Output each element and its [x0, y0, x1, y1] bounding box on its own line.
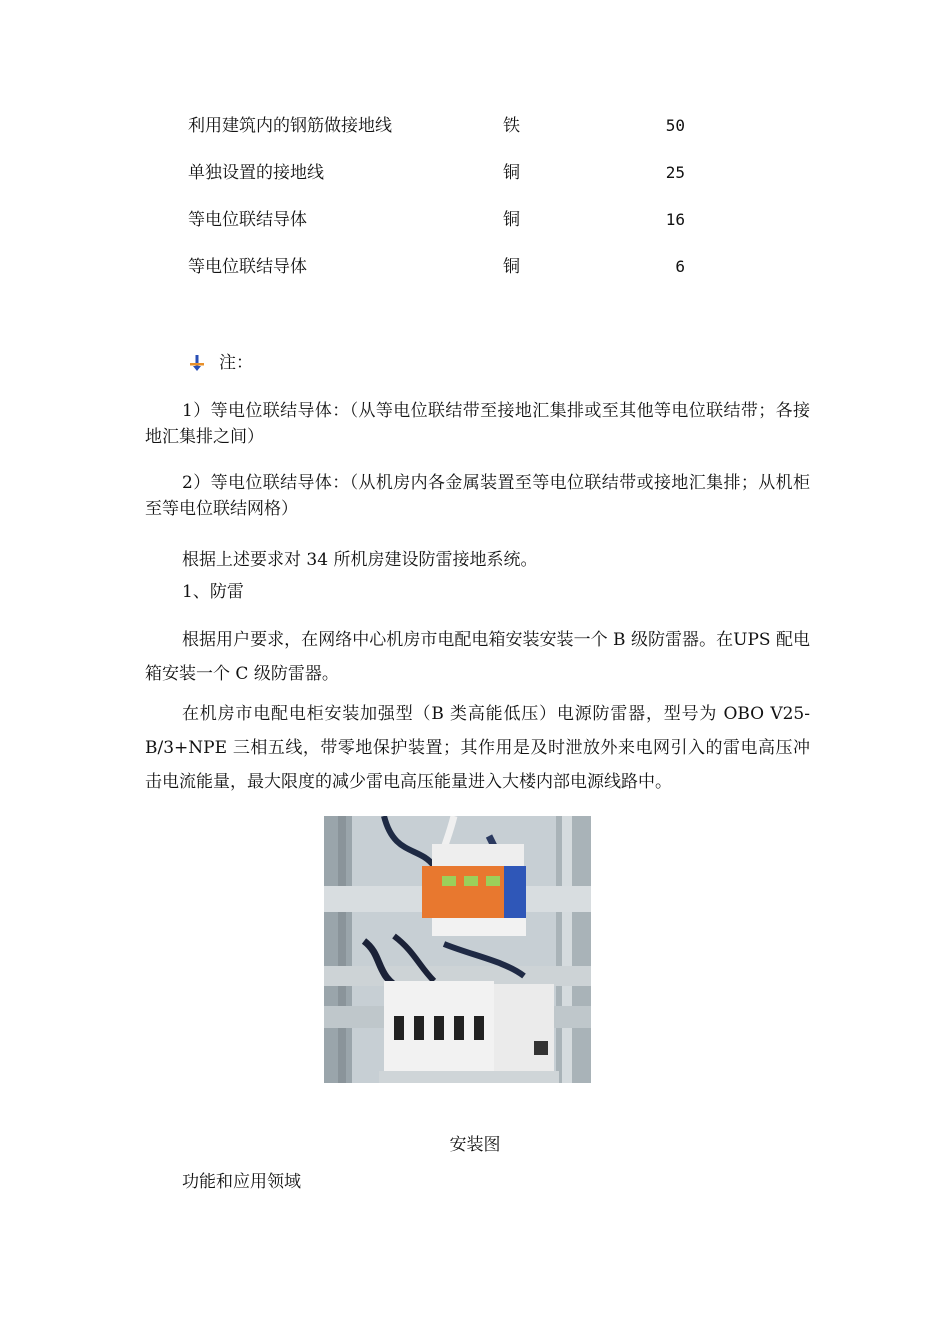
- conductor-material: 铁: [503, 116, 520, 136]
- conductor-name: 单独设置的接地线: [188, 163, 324, 183]
- conductor-material: 铜: [503, 257, 520, 277]
- paragraph-intro: 根据上述要求对 34 所机房建设防雷接地系统。: [182, 550, 538, 570]
- note-item-2: 2）等电位联结导体：（从机房内各金属装置至等电位联结带或接地汇集排；从机柜至等电位联结网格）: [145, 473, 810, 519]
- conductor-size: 6: [675, 257, 685, 276]
- conductor-name: 等电位联结导体: [188, 210, 307, 230]
- table-row: [0, 208, 950, 232]
- note-item-1: 1）等电位联结导体：（从等电位联结带至接地汇集排或至其他等电位联结带；各接地汇集排之间）: [145, 401, 810, 447]
- conductor-size: 16: [665, 210, 685, 229]
- conductor-name: 等电位联结导体: [188, 257, 307, 277]
- paragraph-requirement: 根据用户要求，在网络中心机房市电配电箱安装安装一个 B 级防雷器。在UPS 配电箱安装一个 C 级防雷器。: [145, 630, 810, 684]
- section-heading-lightning: 1、防雷: [182, 582, 244, 602]
- conductor-material: 铜: [503, 210, 520, 230]
- conductor-name: 利用建筑内的钢筋做接地线: [188, 116, 392, 136]
- table-row: [0, 255, 950, 279]
- table-row: [0, 161, 950, 185]
- figure-caption: 安装图: [449, 1135, 501, 1155]
- section-heading-function: 功能和应用领域: [182, 1172, 301, 1192]
- conductor-material: 铜: [503, 163, 520, 183]
- note-label: 注：: [219, 353, 253, 373]
- conductor-size: 25: [665, 163, 685, 182]
- table-row: [0, 114, 950, 138]
- conductor-size: 50: [665, 116, 685, 135]
- paragraph-installation: 在机房市电配电柜安装加强型（B 类高能低压）电源防雷器，型号为 OBO V25-B/3+NPE 三相五线，带零地保护装置；其作用是及时泄放外来电网引入的雷电高压冲击电流能量，最大限度的减少雷电高压能量进入大楼内部电源线路中。: [145, 704, 810, 792]
- note-bullet-icon: [188, 354, 206, 372]
- installation-photo: [324, 816, 591, 1083]
